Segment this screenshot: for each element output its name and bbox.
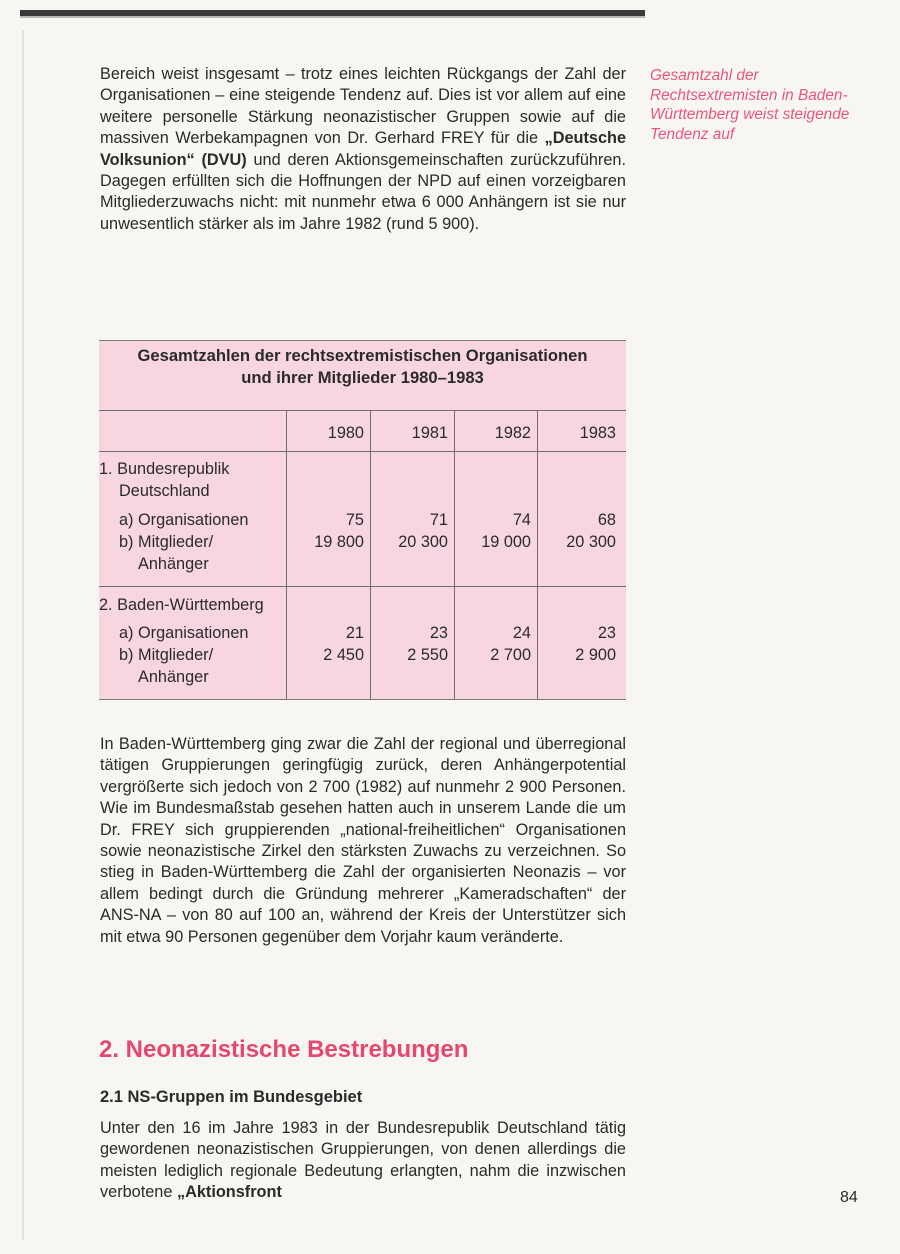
- intro-bold-dvu: „Deutsche Volksunion“ (DVU): [100, 129, 626, 169]
- row-label-organisations: a) Organisationen: [119, 624, 249, 642]
- table-cell: 2 900: [575, 646, 616, 664]
- top-rule: [20, 10, 645, 16]
- intro-text-1: Bereich weist insgesamt – trotz eines leichten Rückgangs der Zahl der Organisationen – eine steigende Tendenz auf. Dies ist vor allem auf eine weitere personelle Stärkung neonazistischer Gruppen sowie auf die massiven Werbekampagnen von Dr. Gerhard FREY für die: [100, 65, 626, 148]
- table-rule-header-bottom: [99, 451, 626, 452]
- row-label-organisations: a) Organisationen: [119, 511, 249, 529]
- section-heading-federal-2: Deutschland: [119, 482, 210, 500]
- table-rule-header-top: [99, 410, 626, 411]
- page-edge: [22, 30, 24, 1240]
- table-cell: 19 800: [314, 533, 364, 551]
- table-cell: 71: [429, 511, 448, 529]
- section-heading-bw: 2. Baden-Württemberg: [99, 596, 264, 614]
- table-cell: 20 300: [566, 533, 616, 551]
- table-cell: 2 450: [323, 646, 364, 664]
- table-cell: 2 550: [407, 646, 448, 664]
- bw-paragraph: In Baden-Württemberg ging zwar die Zahl der regional und überregional tätigen Gruppierungen geringfügig zurück, deren Anhängerpotential vergrößerte sich jedoch von 2 700 (1982) auf nunmehr 2 900 Personen. Wie im Bundesmaßstab gesehen hatten auch in unserem Lande die um Dr. FREY sich gruppierenden „national-freiheitlichen“ Organisationen sowie neonazistische Zirkel den stärksten Zuwachs zu verzeichnen. So stieg in Baden-Württemberg die Zahl der organisierten Neonazis – vor allem bedingt durch die Gründung mehrerer „Kameradschaften“ der ANS-NA – von 80 auf 100 an, während der Kreis der Unterstützer sich mit etwa 90 Personen gegenüber dem Vorjahr kaum veränderte.: [100, 735, 626, 946]
- table-cell: 24: [512, 624, 531, 642]
- table-cell: 20 300: [398, 533, 448, 551]
- table-cell: 74: [512, 511, 531, 529]
- table-cell: 23: [597, 624, 616, 642]
- table-title-line-2: und ihrer Mitglieder 1980–1983: [241, 368, 484, 387]
- table-cell: 2 700: [490, 646, 531, 664]
- table-title-line-1: Gesamtzahlen der rechtsextremistischen Organisationen: [137, 346, 588, 365]
- intro-paragraph: [100, 64, 626, 235]
- row-label-members: b) Mitglieder/: [119, 646, 214, 664]
- row-label-members-2: Anhänger: [138, 668, 209, 686]
- table-col-rule-1: [286, 410, 287, 699]
- table-col-rule-3: [454, 410, 455, 699]
- table-title: [99, 345, 626, 389]
- row-label-members-2: Anhänger: [138, 555, 209, 573]
- table-cell: 19 000: [481, 533, 531, 551]
- page-number: 84: [840, 1189, 858, 1206]
- table-cell: 75: [345, 511, 364, 529]
- closing-text: Unter den 16 im Jahre 1983 in der Bundesrepublik Deutschland tätig gewordenen neonazistischen Gruppierungen, von denen allerdings die meisten lediglich regionale Bedeutung erlangten, nahm die inzwischen verbotene: [100, 1119, 626, 1202]
- year-header: 1981: [411, 424, 448, 442]
- sub-heading: 2.1 NS-Gruppen im Bundesgebiet: [100, 1088, 363, 1106]
- year-header: 1980: [327, 424, 364, 442]
- section-heading: 2. Neonazistische Bestrebungen: [99, 1036, 469, 1063]
- table-cell: 23: [429, 624, 448, 642]
- closing-bold: „Aktionsfront: [176, 1183, 282, 1202]
- stats-table: [99, 340, 626, 700]
- year-header: 1983: [579, 424, 616, 442]
- table-col-rule-2: [370, 410, 371, 699]
- section-heading-federal: 1. Bundesrepublik: [99, 460, 230, 478]
- table-rule-section-divider: [99, 586, 626, 587]
- table-col-rule-4: [537, 410, 538, 699]
- margin-note: Gesamtzahl der Rechtsextremisten in Baden-Württemberg weist steigende Tendenz auf: [650, 67, 850, 143]
- year-header: 1982: [494, 424, 531, 442]
- table-cell: 21: [345, 624, 364, 642]
- table-cell: 68: [597, 511, 616, 529]
- intro-text-2: und deren Aktionsgemeinschaften zurückzuführen. Dagegen erfüllten sich die Hoffnungen der NPD auf einen vorzeigbaren Mitgliederzuwachs nicht: mit nunmehr etwa 6 000 Anhängern ist sie nur unwesentlich stärker als im Jahre 1982 (rund 5 900).: [100, 150, 626, 233]
- closing-paragraph: [100, 1118, 626, 1204]
- row-label-members: b) Mitglieder/: [119, 533, 214, 551]
